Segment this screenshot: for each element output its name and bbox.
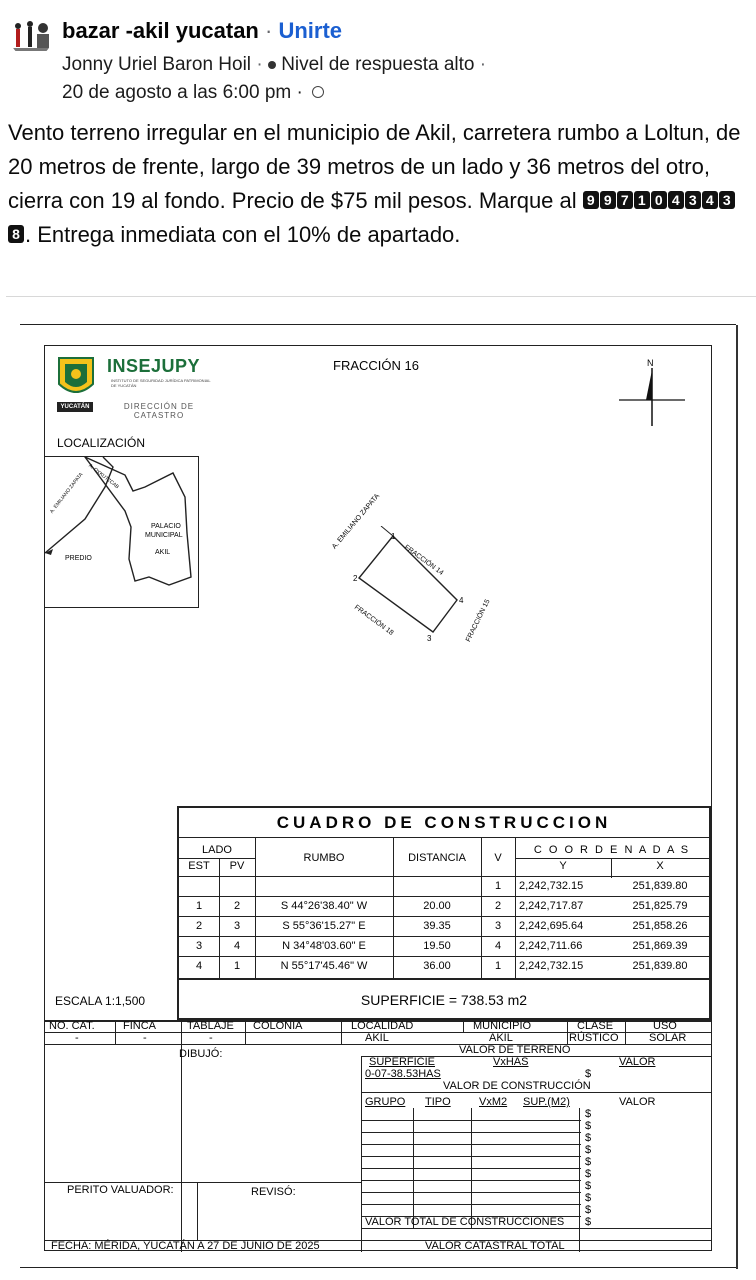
- separator: ·: [479, 54, 487, 75]
- valor-label: VALOR: [619, 1096, 656, 1108]
- dollar-sign: $: [585, 1180, 592, 1192]
- cell-rumbo: S 55°36'15.27" E: [282, 920, 366, 932]
- phone-digit: 4: [702, 191, 718, 209]
- phone-digit: 9: [583, 191, 599, 209]
- cell-distancia: 36.00: [423, 960, 451, 972]
- cell-rumbo: S 44°26'38.40" W: [280, 900, 368, 912]
- separator: ·: [296, 82, 303, 103]
- valor-catastral-total-label: VALOR CATASTRAL TOTAL: [425, 1240, 565, 1252]
- cell-rumbo: N 55°17'45.46" W: [280, 960, 368, 972]
- map-predio: PREDIO: [65, 555, 92, 562]
- cell-x: 251,839.80: [632, 960, 688, 972]
- cell-est: 1: [195, 900, 203, 912]
- cell-distancia: 20.00: [423, 900, 451, 912]
- dollar-sign: $: [585, 1132, 592, 1144]
- post-text-before-phone: Vento terreno irregular en el municipio de Akil, carretera rumbo a Loltun, de 20 metros de frente, largo de 39 metros de un lado y 36 metros del otro, cierra con 19 al fondo. Precio de $75 mil pesos. Marque al: [8, 120, 741, 213]
- location-label: LOCALIZACIÓN: [57, 436, 146, 450]
- post-photo-plan[interactable]: [20, 324, 736, 1268]
- map-road-oxkutzcab: A. OXKUTZCAB: [87, 463, 120, 491]
- parcel-road-label: A. EMILIANO ZAPATA: [331, 492, 382, 551]
- cell-y: 2,242,732.15: [519, 880, 584, 892]
- north-label: N: [647, 358, 654, 368]
- cell-distancia: 39.35: [423, 920, 451, 932]
- cell-v: 1: [494, 960, 502, 972]
- cell-pv: 2: [233, 900, 241, 912]
- localidad-label: LOCALIDAD: [351, 1020, 414, 1032]
- dollar-sign: $: [585, 1120, 592, 1132]
- superficie-label: SUPERFICIE: [369, 1056, 436, 1068]
- colonia-label: COLONIA: [253, 1020, 303, 1032]
- no-cat-label: NO. CAT.: [49, 1020, 95, 1032]
- valor-construccion-label: VALOR DE CONSTRUCCIÓN: [443, 1080, 591, 1092]
- dollar-sign: $: [585, 1192, 592, 1204]
- cell-v: 2: [494, 900, 502, 912]
- org-subtitle: INSTITUTO DE SEGURIDAD JURÍDICA PATRIMONIAL DE YUCATÁN: [111, 378, 211, 388]
- page-edge: [736, 325, 738, 1269]
- post-text-after-phone: . Entrega inmediata con el 10% de apartado.: [25, 222, 461, 247]
- uso-value: SOLAR: [649, 1032, 687, 1044]
- cell-v: 1: [494, 880, 502, 892]
- map-municipal: MUNICIPAL: [145, 532, 183, 539]
- finca-label: FINCA: [123, 1020, 156, 1032]
- group-name-link[interactable]: bazar -akil yucatan: [62, 18, 259, 43]
- escala-label: ESCALA 1:1,500: [55, 994, 146, 1008]
- cell-rumbo: N 34°48'03.60" E: [282, 940, 366, 952]
- cell-y: 2,242,695.64: [519, 920, 584, 932]
- map-akil: AKIL: [155, 549, 171, 556]
- phone-digit: 1: [634, 191, 650, 209]
- sup-m2-label: SUP.(M2): [523, 1096, 570, 1108]
- dollar-sign: $: [585, 1204, 592, 1216]
- privacy-globe-icon[interactable]: [312, 86, 324, 98]
- phone-digit: 4: [668, 191, 684, 209]
- map-palacio: PALACIO: [151, 523, 181, 530]
- tipo-label: TIPO: [425, 1096, 451, 1108]
- post-message: [8, 116, 748, 252]
- cell-v: 3: [494, 920, 502, 932]
- col-coordenadas: C O O R D E N A D A S: [533, 844, 691, 856]
- clase-value: RÚSTICO: [569, 1032, 619, 1044]
- post-divider: [6, 296, 756, 297]
- phone-digit: 8: [8, 225, 24, 243]
- finca-value: -: [143, 1032, 147, 1044]
- construction-table-title: CUADRO DE CONSTRUCCION: [179, 808, 709, 838]
- parcel-fraccion-14: FRACCIÓN 14: [402, 544, 445, 577]
- phone-digit: 9: [600, 191, 616, 209]
- valor-terreno-label: VALOR DE TERRENO: [459, 1044, 571, 1056]
- construction-table: [177, 806, 711, 1020]
- grupo-label: GRUPO: [365, 1096, 406, 1108]
- insejupy-shield-icon: [55, 354, 97, 402]
- parcel-fraccion-18: FRACCIÓN 18: [352, 604, 395, 637]
- terreno-dollar: $: [585, 1068, 592, 1080]
- join-group-link[interactable]: Unirte: [278, 18, 343, 43]
- col-y: Y: [559, 860, 567, 872]
- cell-pv: 4: [233, 940, 241, 952]
- post-header: [0, 0, 756, 112]
- location-map: [45, 456, 199, 608]
- dollar-sign: $: [585, 1168, 592, 1180]
- superficie-value: 0-07-38.53HAS: [365, 1068, 441, 1080]
- cell-pv: 1: [233, 960, 241, 972]
- col-x: X: [656, 860, 664, 872]
- fecha-label: FECHA: MÉRIDA, YUCATÁN A 27 DE JUNIO DE 2025: [51, 1240, 320, 1252]
- response-rate-icon: [268, 61, 276, 69]
- post-date-line: [62, 82, 324, 104]
- org-direction: DIRECCIÓN DE CATASTRO: [123, 402, 195, 420]
- col-lado: LADO: [202, 844, 232, 856]
- org-name: INSEJUPY: [107, 356, 201, 376]
- dibujo-label: DIBUJÓ:: [179, 1048, 223, 1060]
- cell-x: 251,869.39: [632, 940, 688, 952]
- response-rate-badge: Nivel de respuesta alto: [281, 54, 475, 75]
- dollar-sign: $: [585, 1156, 592, 1168]
- localidad-value: AKIL: [365, 1032, 389, 1044]
- phone-digit: 0: [651, 191, 667, 209]
- parcel-fraccion-15: FRACCIÓN 15: [465, 598, 492, 644]
- superficie-total: SUPERFICIE = 738.53 m2: [360, 992, 528, 1008]
- dollar-sign: $: [585, 1108, 592, 1120]
- phone-digit: 3: [719, 191, 735, 209]
- separator: ·: [265, 18, 273, 43]
- cell-y: 2,242,711.66: [519, 940, 583, 952]
- parcel-polygon: [345, 526, 485, 646]
- valor-label: VALOR: [619, 1056, 656, 1068]
- municipio-label: MUNICIPIO: [473, 1020, 532, 1032]
- cell-est: 2: [195, 920, 203, 932]
- cell-est: 3: [195, 940, 203, 952]
- avatar-figures-icon: [10, 16, 52, 58]
- cell-pv: 3: [233, 920, 241, 932]
- group-title-line: [62, 18, 342, 44]
- fraction-title: FRACCIÓN 16: [333, 358, 419, 373]
- group-avatar[interactable]: [10, 16, 52, 58]
- map-road-zapata: A. EMILIANO ZAPATA: [49, 471, 85, 515]
- cell-est: 4: [195, 960, 203, 972]
- col-distancia: DISTANCIA: [408, 852, 466, 864]
- separator: ·: [256, 54, 263, 75]
- cell-x: 251,858.26: [632, 920, 688, 932]
- post-timestamp-link[interactable]: 20 de agosto a las 6:00 pm: [62, 82, 292, 103]
- vertex-2: 2: [353, 574, 358, 583]
- tablaje-value: -: [209, 1032, 213, 1044]
- cell-y: 2,242,732.15: [519, 960, 584, 972]
- plan-frame: [44, 345, 712, 1251]
- cell-y: 2,242,717.87: [519, 900, 584, 912]
- clase-label: CLASE: [577, 1020, 614, 1032]
- no-cat-value: -: [75, 1032, 79, 1044]
- perito-valuador-label: PERITO VALUADOR:: [67, 1184, 174, 1196]
- tablaje-label: TABLAJE: [187, 1020, 234, 1032]
- col-v: V: [494, 852, 502, 864]
- author-line: [62, 54, 486, 76]
- reviso-label: REVISÓ:: [251, 1186, 296, 1198]
- cell-x: 251,839.80: [632, 880, 688, 892]
- col-est: EST: [188, 860, 210, 872]
- phone-digit: 7: [617, 191, 633, 209]
- valor-total-dollar: $: [585, 1216, 592, 1228]
- cell-v: 4: [494, 940, 502, 952]
- uso-label: USO: [653, 1020, 677, 1032]
- valor-total-construcciones-label: VALOR TOTAL DE CONSTRUCCIONES: [365, 1216, 565, 1228]
- yucatan-badge: YUCATÁN: [57, 402, 93, 412]
- north-arrow-icon: [617, 366, 687, 428]
- vertex-1: 1: [391, 532, 396, 541]
- cell-distancia: 19.50: [423, 940, 451, 952]
- vxhas-label: VxHAS: [493, 1056, 529, 1068]
- vertex-3: 3: [427, 634, 432, 643]
- vertex-4: 4: [459, 596, 464, 605]
- phone-digit: 3: [685, 191, 701, 209]
- col-rumbo: RUMBO: [303, 852, 345, 864]
- vxm2-label: VxM2: [479, 1096, 508, 1108]
- municipio-value: AKIL: [489, 1032, 513, 1044]
- dollar-sign: $: [585, 1144, 592, 1156]
- cell-x: 251,825.79: [632, 900, 688, 912]
- col-pv: PV: [229, 860, 245, 872]
- author-name-link[interactable]: Jonny Uriel Baron Hoil: [62, 54, 252, 75]
